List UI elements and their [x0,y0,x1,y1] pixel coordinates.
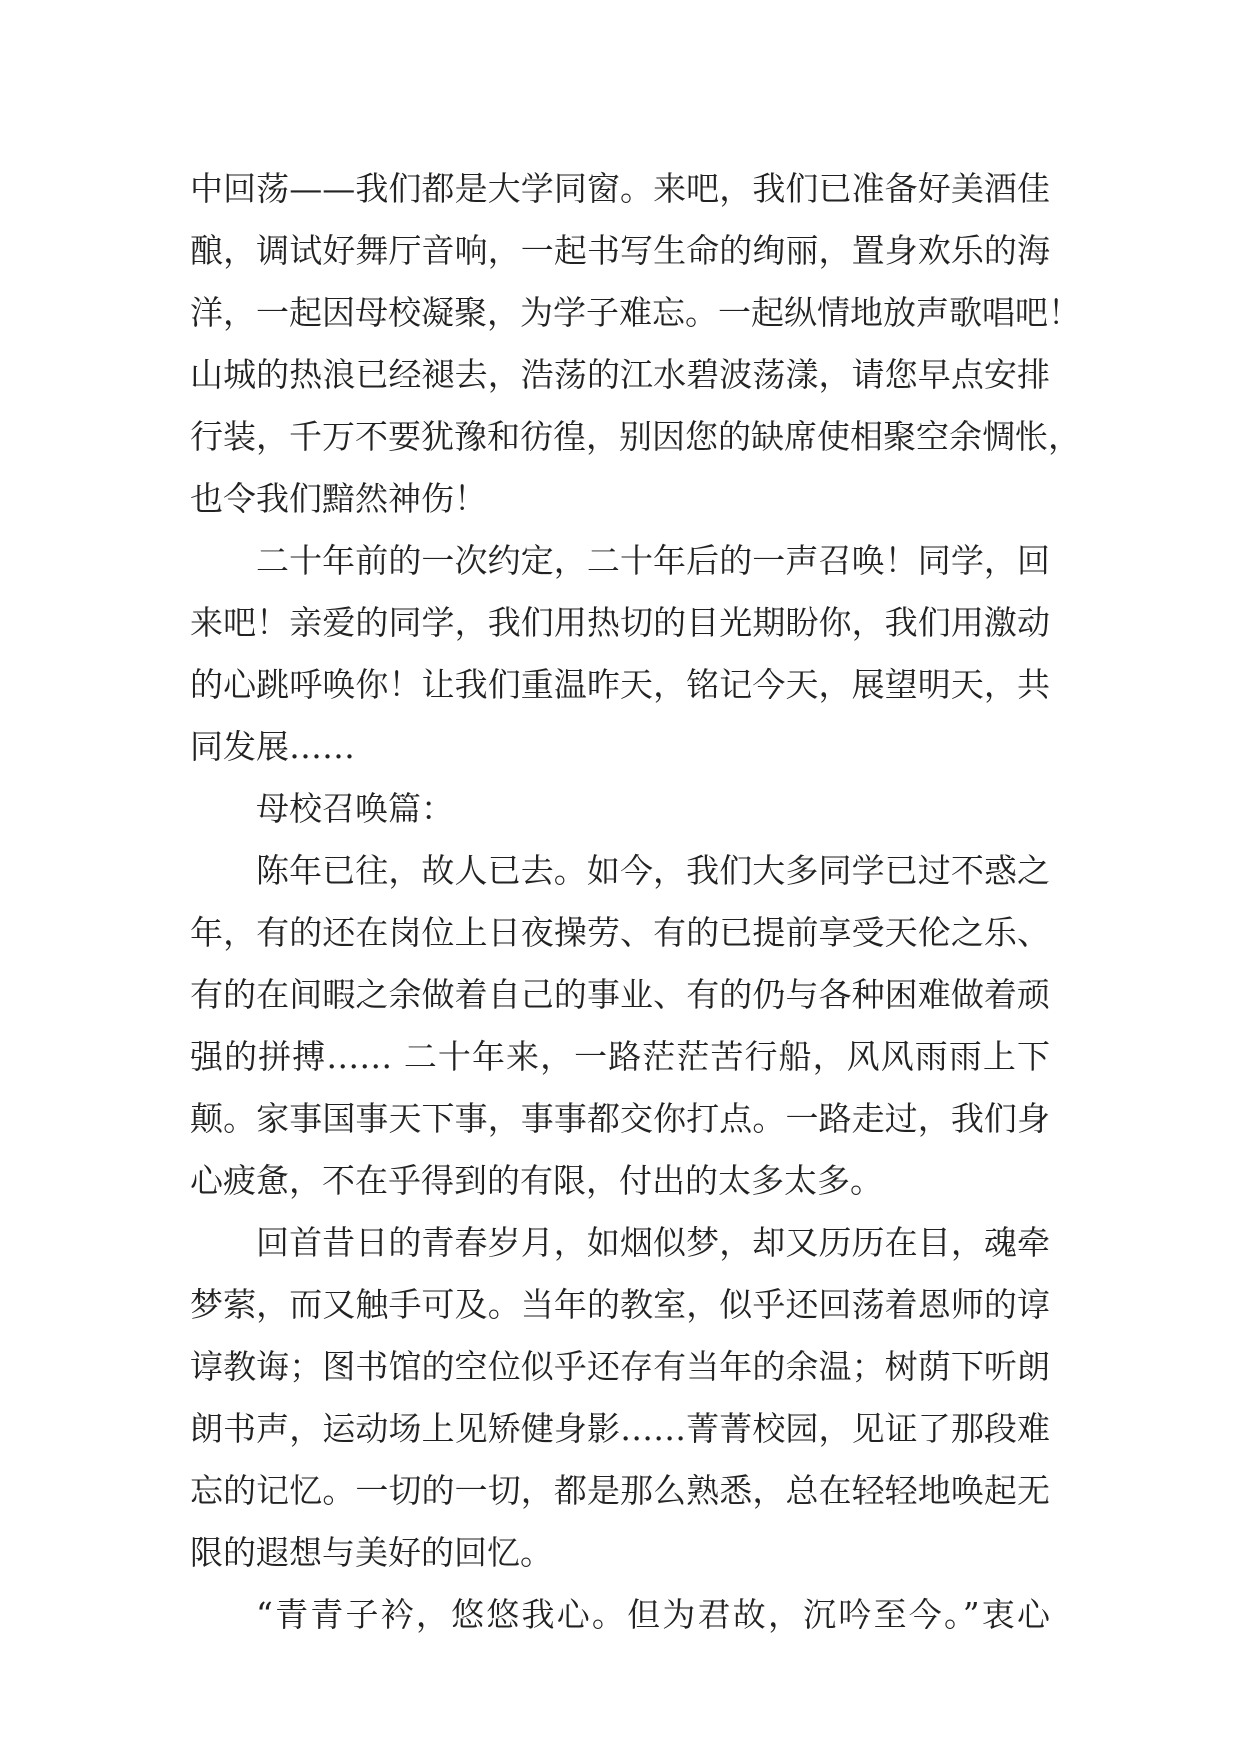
text-line: 回首昔日的青春岁月，如烟似梦，却又历历在目，魂牵 [256,1223,1050,1262]
text-line: 强的拼搏…… 二十年来，一路茫茫苦行船，风风雨雨上下 [190,1037,1050,1076]
text-line: 酿，调试好舞厅音响，一起书写生命的绚丽，置身欢乐的海 [190,231,1050,270]
text-line: 有的在间暇之余做着自己的事业、有的仍与各种困难做着顽 [190,975,1050,1014]
text-line: 忘的记忆。一切的一切，都是那么熟悉，总在轻轻地唤起无 [190,1471,1050,1510]
body-text [190,158,1081,1646]
text-line: 洋，一起因母校凝聚，为学子难忘。一起纵情地放声歌唱吧！ [190,293,1081,332]
text-line: 谆教诲；图书馆的空位似乎还存有当年的余温；树荫下听朗 [190,1347,1050,1386]
text-line: 行装，千万不要犹豫和彷徨，别因您的缺席使相聚空余惆怅， [190,417,1081,456]
text-line: 年，有的还在岗位上日夜操劳、有的已提前享受天伦之乐、 [190,913,1050,952]
text-line: 中回荡——我们都是大学同窗。来吧，我们已准备好美酒佳 [190,169,1050,208]
text-line: 心疲惫，不在乎得到的有限，付出的太多太多。 [190,1161,883,1200]
text-line: 朗书声，运动场上见矫健身影……菁菁校园，见证了那段难 [190,1409,1050,1448]
text-line: 颠。家事国事天下事，事事都交你打点。一路走过，我们身 [190,1099,1050,1138]
text-line: 陈年已往，故人已去。如今，我们大多同学已过不惑之 [256,851,1050,890]
text-line: 来吧！亲爱的同学，我们用热切的目光期盼你，我们用激动 [190,603,1050,642]
text-line: 山城的热浪已经褪去，浩荡的江水碧波荡漾，请您早点安排 [190,355,1050,394]
text-line: 二十年前的一次约定，二十年后的一声召唤！同学，回 [256,541,1050,580]
text-line: “青青子衿，悠悠我心。但为君故，沉吟至今。”衷心 [256,1595,1050,1634]
text-line: 限的遐想与美好的回忆。 [190,1533,553,1572]
text-line: 梦萦，而又触手可及。当年的教室，似乎还回荡着恩师的谆 [190,1285,1050,1324]
text-line: 同发展…… [190,727,355,766]
text-line: 的心跳呼唤你！让我们重温昨天，铭记今天，展望明天，共 [190,665,1050,704]
text-line: 也令我们黯然神伤！ [190,479,487,518]
section-heading: 母校召唤篇： [256,789,454,828]
